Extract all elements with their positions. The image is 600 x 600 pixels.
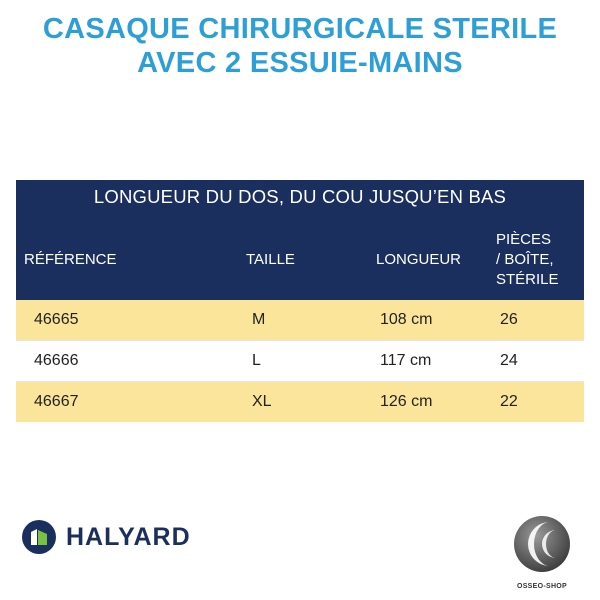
table-header bbox=[16, 180, 584, 300]
cell-taille: L bbox=[252, 352, 261, 369]
table-caption: LONGUEUR DU DOS, DU COU JUSQU’EN BAS bbox=[93, 186, 507, 207]
header-pieces-line-3: STÉRILE bbox=[496, 271, 559, 288]
cell-pieces: 22 bbox=[500, 393, 518, 410]
title-line-2: AVEC 2 ESSUIE-MAINS bbox=[137, 47, 463, 79]
title-line-1: CASAQUE CHIRURGICALE STERILE bbox=[42, 13, 558, 45]
cell-longueur: 108 cm bbox=[380, 311, 433, 328]
osseo-logo-icon bbox=[510, 512, 574, 576]
cell-reference: 46666 bbox=[34, 352, 79, 369]
header-pieces-line-2: / BOÎTE, bbox=[496, 251, 554, 268]
table-row bbox=[16, 382, 584, 422]
cell-pieces: 24 bbox=[500, 352, 518, 369]
osseo-logo bbox=[500, 512, 584, 590]
header-taille: TAILLE bbox=[246, 251, 295, 268]
cell-taille: XL bbox=[252, 393, 272, 410]
halyard-logo-icon bbox=[22, 520, 56, 554]
halyard-logo bbox=[22, 520, 191, 554]
header-longueur: LONGUEUR bbox=[376, 251, 462, 268]
header-pieces-line-1: PIÈCES bbox=[496, 231, 552, 248]
size-table bbox=[16, 180, 584, 422]
header-pieces bbox=[496, 230, 559, 290]
cell-longueur: 117 cm bbox=[380, 352, 432, 369]
cell-reference: 46665 bbox=[34, 311, 79, 328]
table-row bbox=[16, 341, 584, 381]
halyard-wordmark: HALYARD bbox=[66, 522, 191, 551]
table-row bbox=[16, 300, 584, 340]
header-reference: RÉFÉRENCE bbox=[24, 251, 117, 268]
cell-taille: M bbox=[252, 311, 266, 328]
osseo-wordmark: OSSEO-SHOP bbox=[516, 583, 568, 590]
page-title bbox=[0, 12, 600, 80]
cell-longueur: 126 cm bbox=[380, 393, 433, 410]
cell-reference: 46667 bbox=[34, 393, 79, 410]
cell-pieces: 26 bbox=[500, 311, 518, 328]
